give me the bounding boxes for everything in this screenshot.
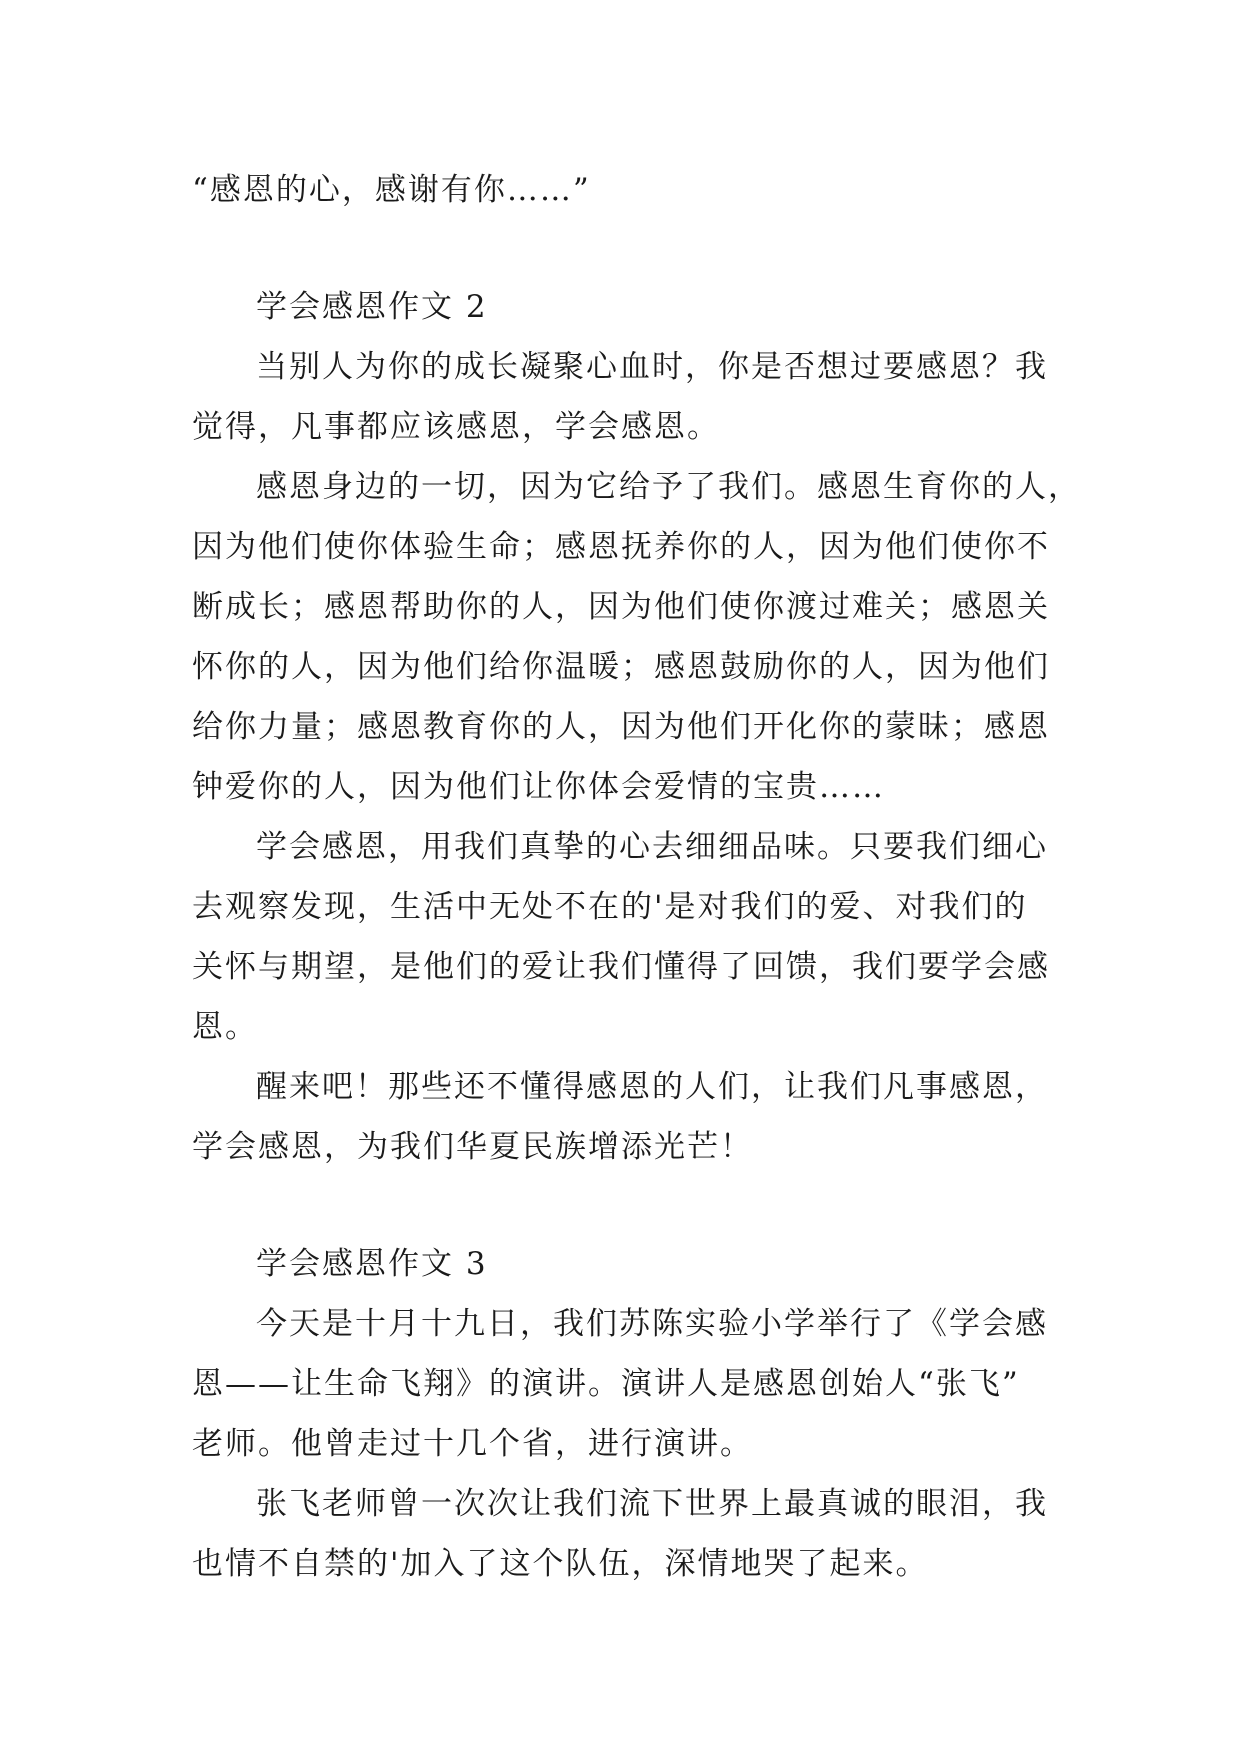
essay2-paragraph-line: 去观察发现，生活中无处不在的'是对我们的爱、对我们的 xyxy=(192,889,1028,925)
essay3-paragraph-line: 老师。他曾走过十几个省，进行演讲。 xyxy=(192,1426,753,1462)
essay3-paragraph-line: 张飞老师曾一次次让我们流下世界上最真诚的眼泪，我 xyxy=(256,1486,1048,1522)
essay2-paragraph-line: 醒来吧！那些还不懂得感恩的人们，让我们凡事感恩， xyxy=(256,1069,1048,1105)
document-page xyxy=(192,160,1081,1594)
essay2-paragraph-line: 学会感恩，用我们真挚的心去细细品味。只要我们细心 xyxy=(256,829,1048,865)
essay2-paragraph-line: 断成长；感恩帮助你的人，因为他们使你渡过难关；感恩关 xyxy=(192,589,1050,625)
essay2-heading: 学会感恩作文 2 xyxy=(256,289,488,325)
essay2-paragraph-line: 恩。 xyxy=(192,1009,258,1045)
essay3-heading: 学会感恩作文 3 xyxy=(256,1246,488,1282)
essay3-paragraph-line: 恩——让生命飞翔》的演讲。演讲人是感恩创始人“张飞” xyxy=(192,1366,1020,1402)
section-gap xyxy=(192,220,1062,277)
essay2-paragraph-line: 怀你的人，因为他们给你温暖；感恩鼓励你的人，因为他们 xyxy=(192,649,1050,685)
essay3-paragraph-line: 今天是十月十九日，我们苏陈实验小学举行了《学会感 xyxy=(256,1306,1048,1342)
essay2-paragraph-line: 学会感恩，为我们华夏民族增添光芒！ xyxy=(192,1129,753,1165)
intro-quote: “感恩的心，感谢有你……” xyxy=(192,172,591,208)
essay2-paragraph-line: 钟爱你的人，因为他们让你体会爱情的宝贵…… xyxy=(192,769,885,805)
section-gap xyxy=(192,1177,1062,1234)
essay2-paragraph-line: 因为他们使你体验生命；感恩抚养你的人，因为他们使你不 xyxy=(192,529,1050,565)
essay2-paragraph-line: 觉得，凡事都应该感恩，学会感恩。 xyxy=(192,409,720,445)
essay3-paragraph-line: 也情不自禁的'加入了这个队伍，深情地哭了起来。 xyxy=(192,1546,929,1582)
essay2-paragraph-line: 给你力量；感恩教育你的人，因为他们开化你的蒙昧；感恩 xyxy=(192,709,1050,745)
essay2-paragraph-line: 感恩身边的一切，因为它给予了我们。感恩生育你的人， xyxy=(256,469,1081,505)
essay2-paragraph-line: 当别人为你的成长凝聚心血时，你是否想过要感恩？我 xyxy=(256,349,1048,385)
essay2-paragraph-line: 关怀与期望，是他们的爱让我们懂得了回馈，我们要学会感 xyxy=(192,949,1050,985)
